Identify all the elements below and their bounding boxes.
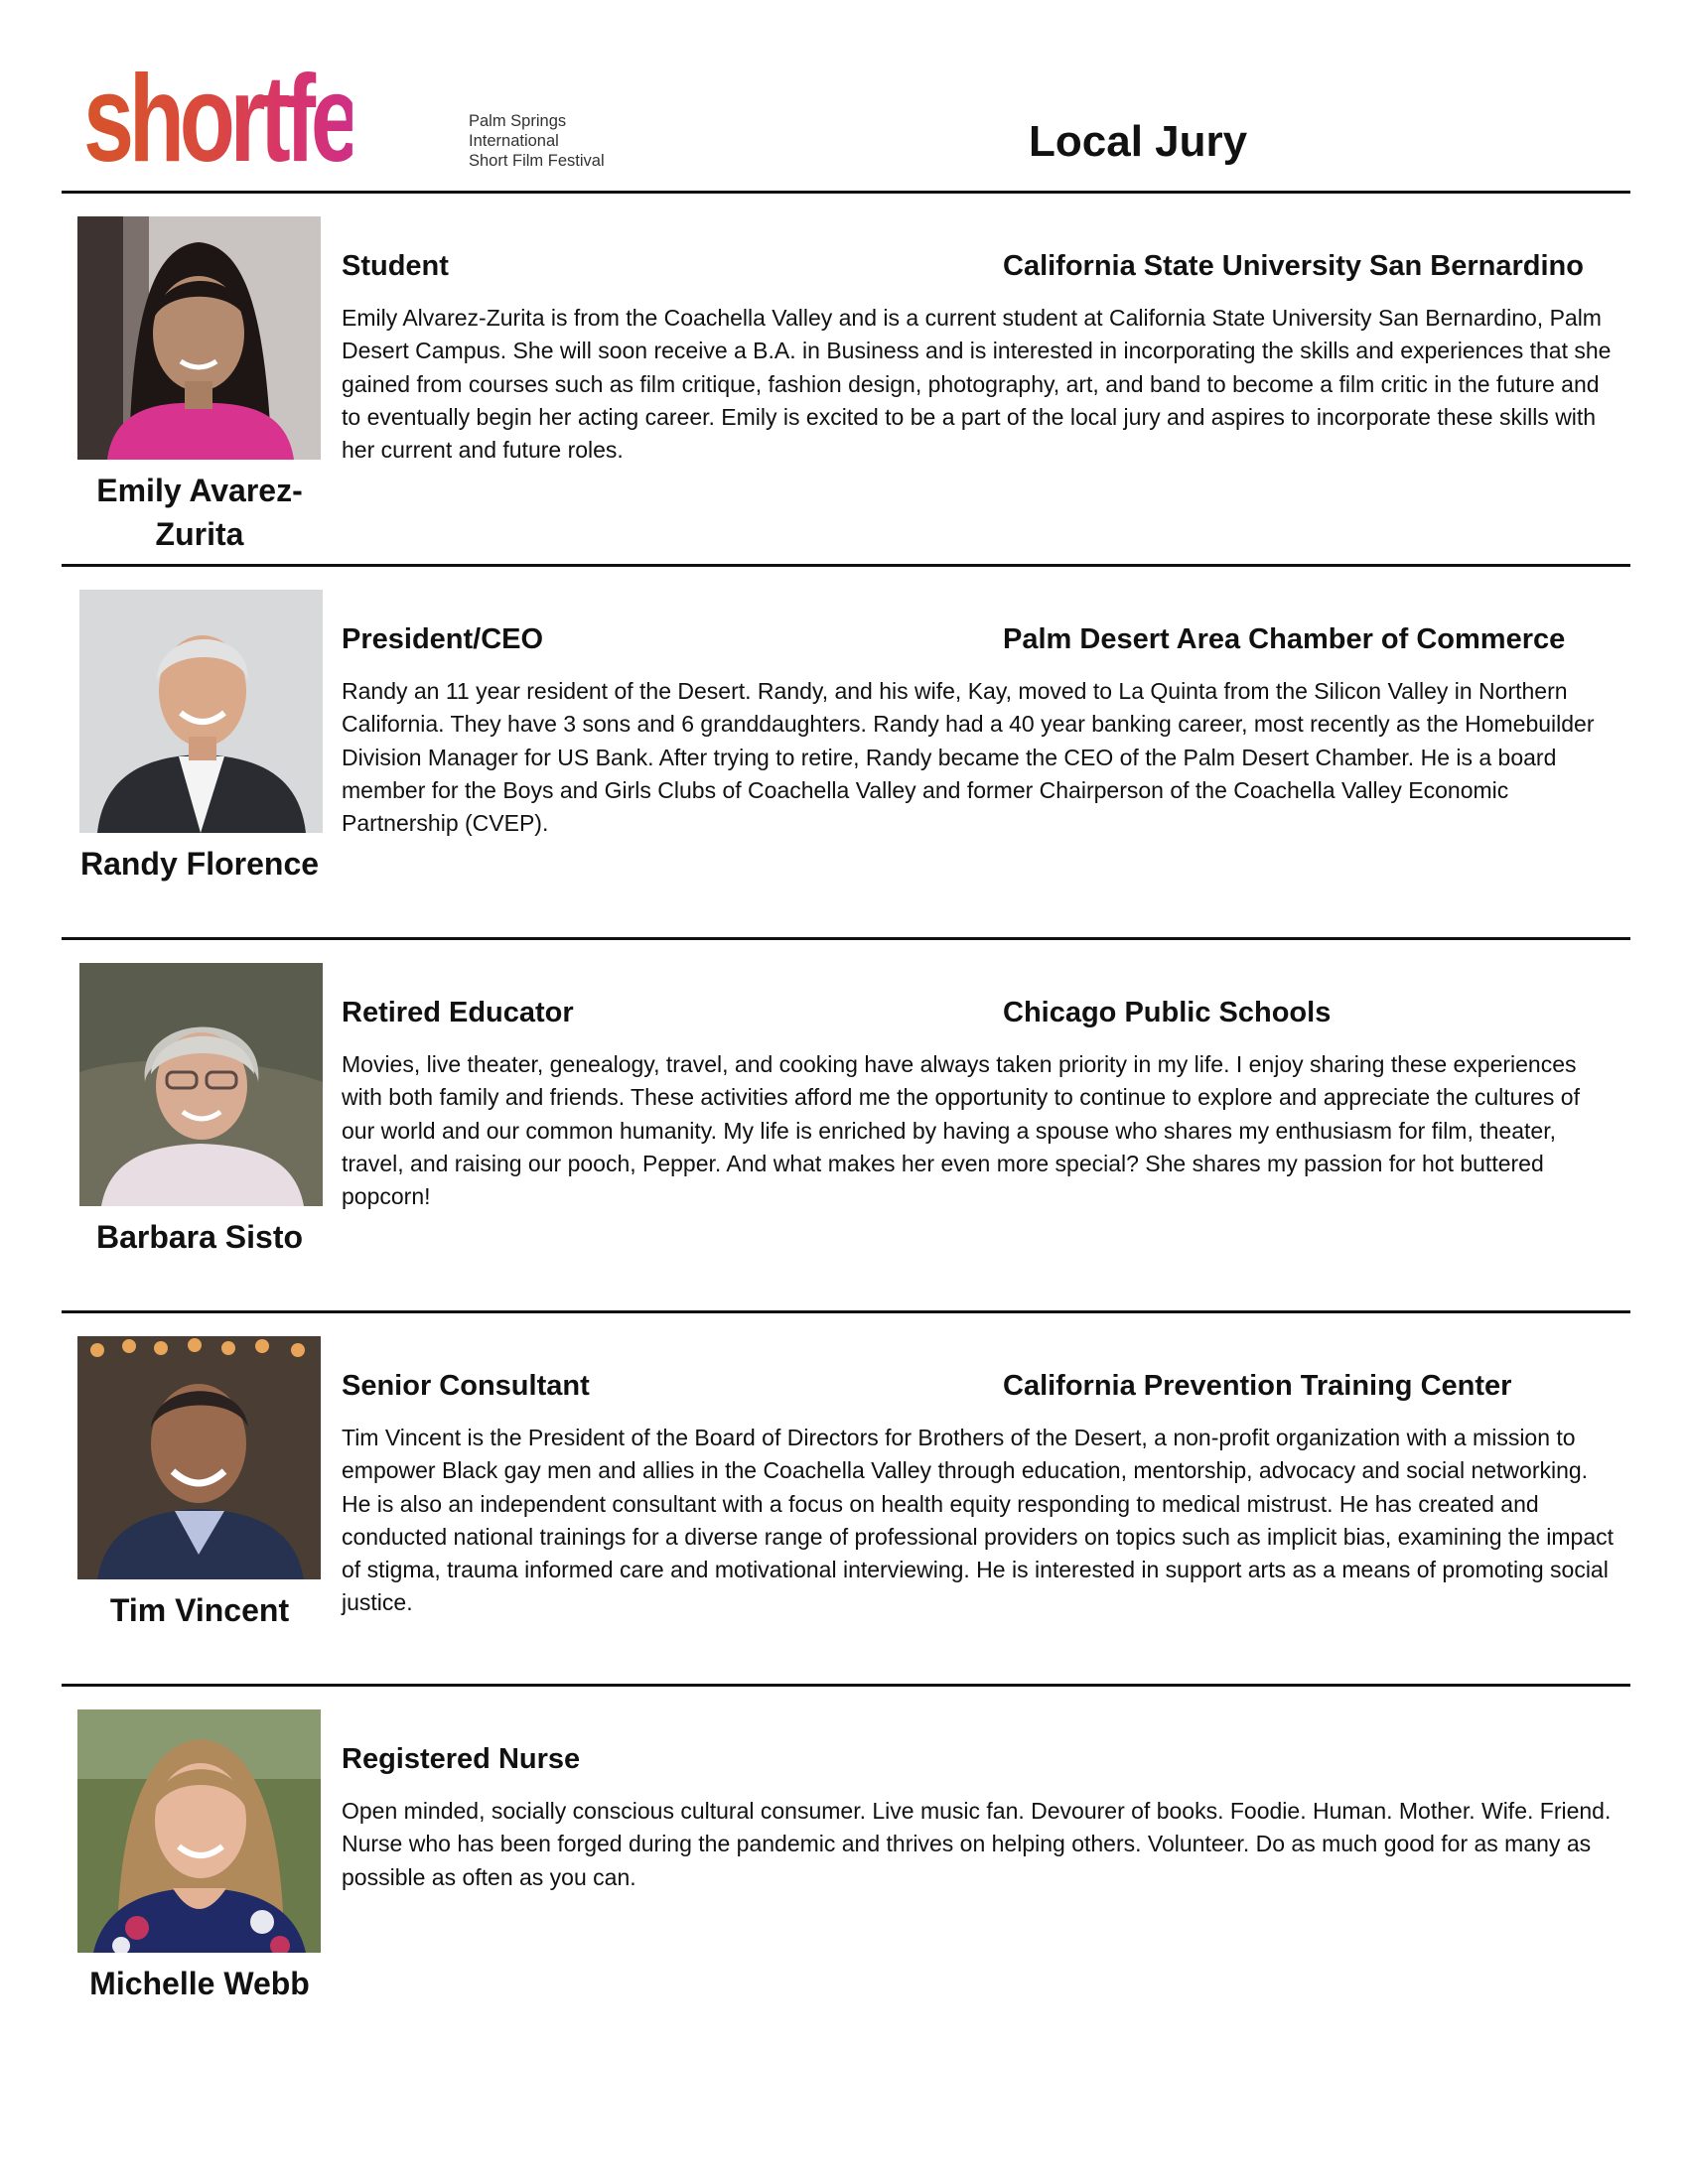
juror-photo <box>77 216 321 460</box>
juror-role: Retired Educator <box>342 997 574 1028</box>
juror-photo <box>77 1336 321 1579</box>
juror-bio: Movies, live theater, genealogy, travel, and cooking have always taken priority in my life. I enjoy sharing these experiences with both family and friends. These activities afford me the opportunity to continue to explore and appreciate the cultures of our world and our common humanity. My life is enriched by having a spouse who shares my enthusiasm for film, theater, travel, and raising our pooch, Pepper. And what makes her even more special? She shares my passion for hot buttered popcorn! <box>342 1051 1580 1210</box>
juror-name: Tim Vincent <box>109 1592 290 1628</box>
juror-bio: Tim Vincent is the President of the Board of Directors for Brothers of the Desert, a non-profit organization with a mission to empower Black gay men and allies in the Coachella Valley through education, mentorship, advocacy and social networking. He is also an independent consultant with a focus on health equity responding to medical mistrust. He has created and conducted national trainings for a diverse range of professional providers on topics such as implicit bias, examining the impact of stigma, trauma informed care and motivational interviewing. He is interested in support arts as a means of promoting social justice. <box>342 1425 1615 1616</box>
juror-name: Barbara Sisto <box>95 1219 304 1255</box>
portrait-image <box>77 1709 321 1953</box>
page-title: Local Jury <box>1029 117 1248 166</box>
juror-bio: Emily Alvarez-Zurita is from the Coachella Valley and is a current student at California State University San Bernardino, Palm Desert Campus. She will soon receive a B.A. in Business and is interested in incorporating the skills and experiences that she gained from courses such as film critique, fashion design, photography, art, and band to become a film critic in the future and to eventually begin her acting career. Emily is excited to be a part of the local jury and aspires to incorporate these skills with her current and future roles. <box>342 305 1612 464</box>
juror-entry <box>62 566 1630 933</box>
juror-bio: Open minded, socially conscious cultural consumer. Live music fan. Devourer of books. Foodie. Human. Mother. Wife. Friend. Nurse who has been forged during the pandemic and thrives on helping others. Volunteer. Do as much good for as many as possible as often as you can. <box>342 1798 1612 1890</box>
shortfest-logo <box>83 51 605 188</box>
logo-wordmark: shortfest <box>83 51 427 188</box>
juror-organization: California Prevention Training Center <box>1003 1370 1512 1402</box>
juror-photo <box>79 590 323 833</box>
juror-entry <box>62 1686 1630 2053</box>
juror-role: Registered Nurse <box>342 1743 581 1775</box>
juror-entry <box>62 1312 1630 1680</box>
juror-organization: Palm Desert Area Chamber of Commerce <box>1003 623 1566 655</box>
logo-subtitle <box>469 111 605 171</box>
juror-photo <box>79 963 323 1206</box>
logo-subtitle-line: International <box>469 132 559 150</box>
logo-subtitle-line: Short Film Festival <box>469 152 605 170</box>
juror-name: Michelle Webb <box>89 1966 310 2001</box>
page-header <box>62 0 1630 191</box>
portrait-image <box>77 1336 321 1579</box>
juror-organization: California State University San Bernardino <box>1003 250 1584 282</box>
portrait-image <box>77 216 321 460</box>
logo-subtitle-line: Palm Springs <box>469 112 567 130</box>
juror-entry <box>62 193 1630 560</box>
juror-role: Senior Consultant <box>342 1370 590 1402</box>
juror-name: Emily Avarez-Zurita <box>96 473 303 552</box>
juror-role: Student <box>342 250 449 282</box>
juror-role: President/CEO <box>342 623 544 655</box>
juror-organization: Chicago Public Schools <box>1003 997 1332 1028</box>
juror-bio: Randy an 11 year resident of the Desert. Randy, and his wife, Kay, moved to La Quinta from the Silicon Valley in Northern California. They have 3 sons and 6 granddaughters. Randy had a 40 year banking career, most recently as the Homebuilder Division Manager for US Bank. After trying to retire, Randy became the CEO of the Palm Desert Chamber. He is a board member for the Boys and Girls Clubs of Coachella Valley and former Chairperson of the Coachella Valley Economic Partnership (CVEP). <box>342 678 1595 837</box>
portrait-image <box>79 590 323 833</box>
juror-name: Randy Florence <box>79 846 320 882</box>
juror-photo <box>77 1709 321 1953</box>
juror-entry <box>62 939 1630 1306</box>
portrait-image <box>79 963 323 1206</box>
